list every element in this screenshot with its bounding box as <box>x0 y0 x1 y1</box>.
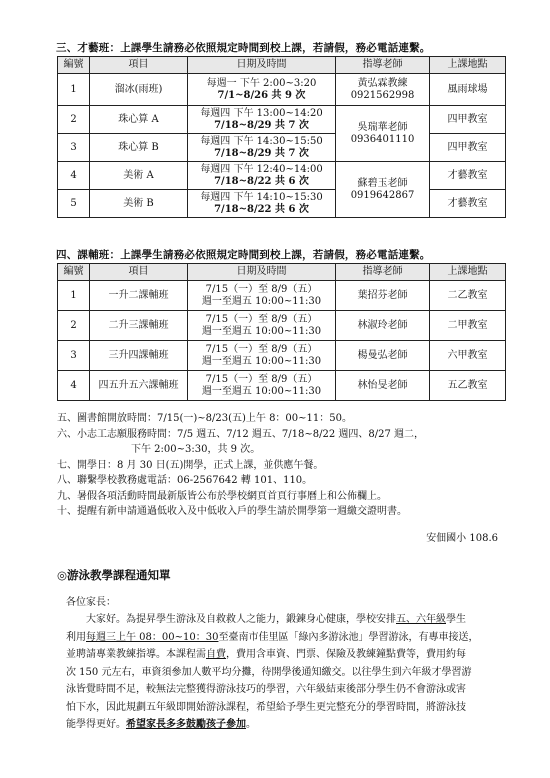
date-line: 7/15（一）至 8/9（五） <box>205 373 318 385</box>
notice-paragraph <box>66 611 503 734</box>
paragraph-line <box>66 611 503 629</box>
cell-teacher: 林怡旻老師 <box>336 371 430 401</box>
date-line: 7/15（一）至 8/9（五） <box>205 313 318 325</box>
note-item: 十、提醒有新申請通過低收入及中低收入戶的學生請於開學第一週繳交證明書。 <box>57 506 407 517</box>
header-place: 上課地點 <box>430 264 506 281</box>
cell-teacher <box>336 74 430 106</box>
cell-teacher: 林淑玲老師 <box>336 311 430 341</box>
cell-place: 四甲教室 <box>430 106 506 134</box>
time-line: 每週四 下午 12:40~14:00 <box>200 163 323 175</box>
cell-teacher: 葉招芬老師 <box>336 281 430 311</box>
cell-time <box>188 281 336 311</box>
tutoring-class-table <box>57 263 506 401</box>
cell-place: 二甲教室 <box>430 311 506 341</box>
teacher-phone: 0936401110 <box>350 133 415 145</box>
paragraph-line: 次 150 元左右，車資須參加人數平均分攤，待開學後通知繳交。以往學生到六年級才學習游 <box>66 666 472 678</box>
cell-no: 3 <box>58 341 90 371</box>
table-row <box>58 341 506 371</box>
cell-place: 六甲教室 <box>430 341 506 371</box>
table-row <box>58 371 506 401</box>
paragraph-line <box>66 646 503 664</box>
cell-item: 四五升五六課輔班 <box>90 371 188 401</box>
note-item: 五、圖書館開放時間：7/15(一)~8/23(五)上午 8：00~11：50。 <box>57 413 352 424</box>
header-teacher: 指導老師 <box>336 57 430 74</box>
cell-place: 四甲教室 <box>430 134 506 162</box>
teacher-phone: 0921562998 <box>350 89 415 101</box>
table-row <box>58 190 506 218</box>
teacher-phone: 0919642867 <box>350 189 415 201</box>
table-row <box>58 134 506 162</box>
text: ，費用含車資、門票、保險及教練鐘點費等，費用約每 <box>226 649 466 660</box>
date-line: 7/18~8/29 共 7 次 <box>214 147 309 159</box>
header-no: 編號 <box>58 264 90 281</box>
date-line: 7/18~8/22 共 6 次 <box>214 175 309 187</box>
time-line: 週一至週五 10:00~11:30 <box>201 355 322 367</box>
cell-place: 才藝教室 <box>430 162 506 190</box>
teacher-name: 吳瑞華老師 <box>357 121 408 133</box>
cell-no: 4 <box>58 371 90 401</box>
note-item: 八、聯繫學校教務處電話：06-2567642 轉 101、110。 <box>57 475 313 486</box>
school-signoff: 安佃國小 108.6 <box>426 533 498 544</box>
date-line: 7/15（一）至 8/9（五） <box>205 343 318 355</box>
table-row <box>58 106 506 134</box>
cell-item: 三升四課輔班 <box>90 341 188 371</box>
header-no: 編號 <box>58 57 90 74</box>
cell-item: 珠心算 B <box>90 134 188 162</box>
note-item: 七、開學日：8 月 30 日(五)開學，正式上課，並供應午餐。 <box>57 459 324 471</box>
closing-highlight: 希望家長多多鼓勵孩子參加 <box>126 719 246 730</box>
cell-time <box>188 311 336 341</box>
cell-no: 2 <box>58 106 90 134</box>
text: 。 <box>246 719 256 730</box>
time-line: 每週四 下午 13:00~14:20 <box>200 107 323 119</box>
fee-highlight: 自費 <box>206 649 226 660</box>
time-line: 週一至週五 10:00~11:30 <box>201 295 322 307</box>
table-row <box>58 74 506 106</box>
paragraph-line: 怕下水，因此規劃五年級即開始游泳課程，希望給予學生更完整充分的學習時間，將游泳技 <box>66 701 466 713</box>
cell-place: 五乙教室 <box>430 371 506 401</box>
date-line: 7/1~8/26 共 9 次 <box>217 89 306 101</box>
cell-no: 3 <box>58 134 90 162</box>
cell-no: 4 <box>58 162 90 190</box>
note-item: 下午 2:00~3:30，共 9 次。 <box>131 444 261 455</box>
table-row <box>58 281 506 311</box>
header-place: 上課地點 <box>430 57 506 74</box>
table-row <box>58 162 506 190</box>
text: 能學得更好。 <box>66 719 126 730</box>
cell-time <box>188 106 336 134</box>
swim-notice-title: ◎游泳教學課程通知單 <box>57 568 171 582</box>
text: 至臺南市佳里區「綠內多游泳池」學習游泳，有專車接送， <box>218 631 479 643</box>
header-item: 項目 <box>90 57 188 74</box>
header-time: 日期及時間 <box>188 57 336 74</box>
section4-title: 四、課輔班：上課學生請務必依照規定時間到校上課，若請假，務必電話連繫。 <box>56 249 431 261</box>
header-item: 項目 <box>90 264 188 281</box>
text: 利用 <box>66 631 86 643</box>
cell-item: 一升二課輔班 <box>90 281 188 311</box>
cell-time <box>188 190 336 218</box>
time-line: 每週一 下午 2:00~3:20 <box>206 77 317 89</box>
notes-list <box>57 411 497 520</box>
cell-teacher: 楊曼弘老師 <box>336 341 430 371</box>
note-item: 六、小志工志願服務時間：7/5 週五、7/12 週五、7/18~8/22 週四、8/27 週二， <box>57 428 425 440</box>
section3-title: 三、才藝班：上課學生請務必依照規定時間到校上課，若請假，務必電話連繫。 <box>56 42 431 54</box>
cell-time <box>188 74 336 106</box>
cell-item: 溜冰(雨班) <box>90 74 188 106</box>
time-highlight: 每週三上午 08：00~10：30 <box>86 631 219 643</box>
time-line: 週一至週五 10:00~11:30 <box>201 325 322 337</box>
cell-item: 二升三課輔班 <box>90 311 188 341</box>
cell-no: 1 <box>58 281 90 311</box>
time-line: 週一至週五 10:00~11:30 <box>201 385 322 397</box>
header-teacher: 指導老師 <box>336 264 430 281</box>
grade-highlight: 五、六年級 <box>396 614 446 625</box>
date-line: 7/18~8/29 共 7 次 <box>214 119 309 131</box>
cell-time <box>188 371 336 401</box>
teacher-name: 蘇碧玉老師 <box>357 177 408 189</box>
table-header-row <box>58 264 506 281</box>
table-row <box>58 311 506 341</box>
talent-class-table <box>57 56 506 218</box>
text: 並聘請專業教練指導。本課程需 <box>66 649 206 660</box>
cell-time <box>188 341 336 371</box>
greeting: 各位家長： <box>66 597 116 608</box>
header-time: 日期及時間 <box>188 264 336 281</box>
cell-no: 2 <box>58 311 90 341</box>
cell-item: 美術 A <box>90 162 188 190</box>
text: 學生 <box>446 614 466 625</box>
teacher-name: 黃弘霖教練 <box>357 77 408 89</box>
paragraph-line <box>66 629 503 647</box>
cell-no: 5 <box>58 190 90 218</box>
paragraph-line: 泳皆覺時間不足，較無法完整獲得游泳技巧的學習，六年級結束後部分學生仍不會游泳或害 <box>66 684 466 695</box>
cell-place: 風雨球場 <box>430 74 506 106</box>
time-line: 每週四 下午 14:30~15:50 <box>200 135 323 147</box>
cell-no: 1 <box>58 74 90 106</box>
cell-time <box>188 162 336 190</box>
date-line: 7/18~8/22 共 6 次 <box>214 203 309 215</box>
time-line: 每週四 下午 14:10~15:30 <box>200 191 323 203</box>
cell-item: 美術 B <box>90 190 188 218</box>
cell-teacher <box>336 162 430 218</box>
table-header-row <box>58 57 506 74</box>
date-line: 7/15（一）至 8/9（五） <box>205 283 318 295</box>
cell-place: 才藝教室 <box>430 190 506 218</box>
paragraph-line <box>66 716 503 734</box>
cell-place: 二乙教室 <box>430 281 506 311</box>
cell-teacher <box>336 106 430 162</box>
cell-time <box>188 134 336 162</box>
cell-item: 珠心算 A <box>90 106 188 134</box>
text: 大家好。為提昇學生游泳及自救救人之能力，鍛鍊身心健康，學校安排 <box>86 614 396 625</box>
note-item: 九、暑假各項活動時間最新版皆公布於學校網頁首頁行事曆上和公佈欄上。 <box>57 490 387 502</box>
